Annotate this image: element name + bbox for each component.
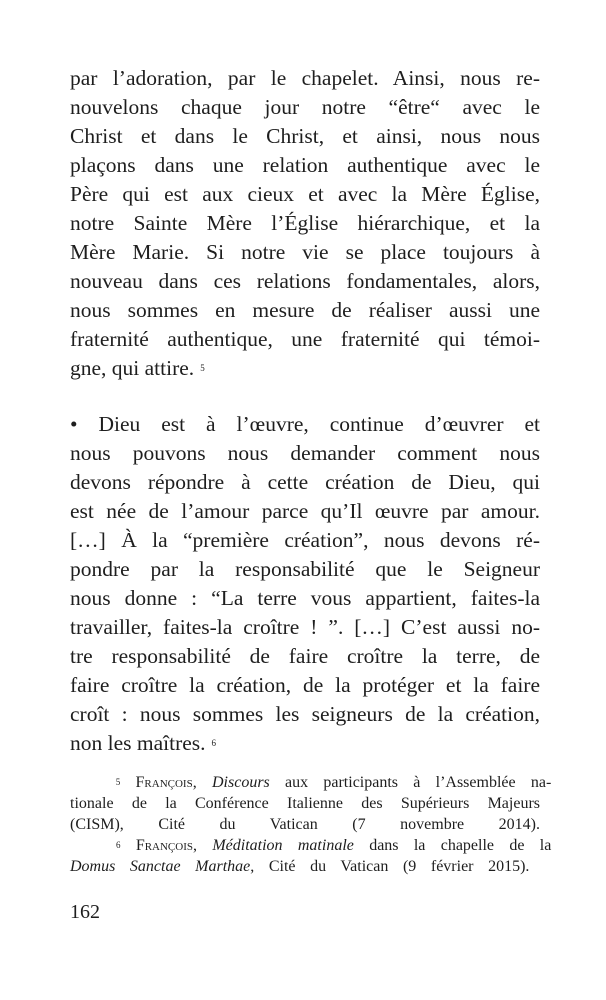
text-line	[70, 64, 540, 93]
text-line	[70, 700, 540, 729]
footnotes	[70, 772, 552, 877]
text-line	[70, 729, 540, 758]
text-line	[70, 835, 552, 856]
text-line	[70, 439, 540, 468]
text-line	[70, 296, 540, 325]
text-segment: Père qui est aux cieux et avec la Mère Église,	[70, 182, 540, 206]
text-segment: fraternité authentique, une fraternité qui témoi-	[70, 327, 540, 351]
text-line	[70, 238, 540, 267]
text-segment: plaçons dans une relation authentique avec le	[70, 153, 540, 177]
text-line	[70, 613, 540, 642]
text-segment: François,	[120, 837, 197, 854]
text-line	[70, 584, 540, 613]
text-segment: , Cité du Vatican (9 février 2015).	[250, 858, 530, 875]
text-line	[70, 497, 540, 526]
text-segment: (CISM), Cité du Vatican (7 novembre 2014).	[70, 816, 540, 833]
footnote-ref: 5	[115, 777, 121, 787]
text-segment: dans la chapelle de la	[353, 837, 552, 854]
text-segment: pondre par la responsabilité que le Seigneur	[70, 557, 540, 581]
text-line	[70, 642, 540, 671]
text-line	[70, 793, 540, 814]
text-segment: faire croître la création, de la protéger et la faire	[70, 673, 540, 697]
text-line	[70, 209, 540, 238]
text-segment: par l’adoration, par le chapelet. Ainsi, nous re-	[70, 66, 540, 90]
paragraph-2	[70, 410, 540, 758]
text-segment: travailler, faites-la croître ! ”. […] C’est aussi no-	[70, 615, 540, 639]
text-line	[70, 93, 540, 122]
text-segment: nous donne : “La terre vous appartient, faites-la	[70, 586, 540, 610]
text-line	[70, 468, 540, 497]
text-segment: devons répondre à cette création de Dieu, qui	[70, 470, 540, 494]
text-line	[70, 671, 540, 700]
text-segment	[197, 772, 212, 793]
footnote-ref: 6	[211, 738, 217, 748]
text-segment: nous pouvons nous demander comment nous	[70, 441, 540, 465]
text-segment: Discours	[211, 774, 270, 791]
text-line	[70, 151, 540, 180]
text-segment: notre Sainte Mère l’Église hiérarchique, et la	[70, 211, 540, 235]
text-segment: croît : nous sommes les seigneurs de la création,	[70, 702, 540, 726]
text-line	[70, 814, 540, 835]
text-line	[70, 267, 540, 296]
text-line	[70, 180, 540, 209]
text-segment: gne, qui attire.	[70, 356, 195, 380]
page-number: 162	[70, 901, 100, 923]
text-line	[70, 555, 540, 584]
text-segment	[70, 772, 116, 793]
text-segment: Mère Marie. Si notre vie se place toujours à	[70, 240, 540, 264]
text-segment	[197, 835, 212, 856]
text-line	[70, 856, 540, 877]
text-segment: tionale de la Conférence Italienne des Supérieurs Majeurs	[70, 795, 540, 812]
footnote-ref: 6	[115, 840, 121, 850]
text-segment: tre responsabilité de faire croître la terre, de	[70, 644, 540, 668]
text-segment: nouvelons chaque jour notre “être“ avec le	[70, 95, 540, 119]
text-line	[70, 526, 540, 555]
paragraph-1	[70, 64, 540, 383]
text-line	[70, 122, 540, 151]
text-segment: • Dieu est à l’œuvre, continue d’œuvrer et	[70, 412, 540, 436]
text-segment: Domus Sanctae Marthae	[70, 858, 251, 875]
text-segment: Christ et dans le Christ, et ainsi, nous nous	[70, 124, 540, 148]
text-segment: non les maîtres.	[70, 731, 206, 755]
text-line	[70, 325, 540, 354]
text-segment: nouveau dans ces relations fondamentales, alors,	[70, 269, 540, 293]
footnote-ref: 5	[200, 363, 205, 373]
text-line	[70, 410, 540, 439]
text-line	[70, 772, 552, 793]
text-line	[70, 354, 540, 383]
text-segment	[70, 835, 116, 856]
text-segment: François,	[120, 774, 197, 791]
text-segment: nous sommes en mesure de réaliser aussi une	[70, 298, 540, 322]
text-segment: Méditation matinale	[212, 837, 354, 854]
text-segment: aux participants à l’Assemblée na-	[269, 774, 552, 791]
text-segment: est née de l’amour parce qu’Il œuvre par amour.	[70, 499, 540, 523]
text-segment: […] À la “première création”, nous devons ré-	[70, 528, 540, 552]
